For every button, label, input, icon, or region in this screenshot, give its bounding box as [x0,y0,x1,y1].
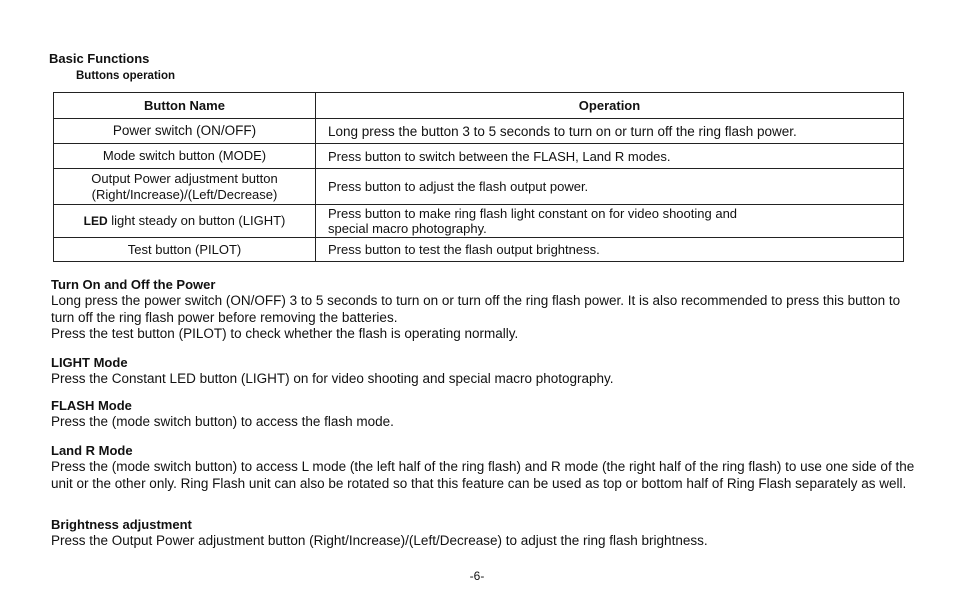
operation-line: Press button to make ring flash light constant on for video shooting and [328,206,738,221]
power-section-title: Turn On and Off the Power [51,277,216,292]
table-row [54,205,904,238]
table-row [54,238,904,262]
button-name-cell: Test button (PILOT) [54,238,316,262]
table-header-row [54,93,904,119]
land-r-mode-section [51,443,921,492]
brightness-section [51,517,921,550]
operation-line: special macro photography. [328,221,487,236]
power-section-text: Long press the power switch (ON/OFF) 3 to 5 seconds to turn on or turn off the ring flash power. It is also recommended to press this button to turn off the ring flash power before removing the batteries. [51,293,901,325]
button-name-cell: Mode switch button (MODE) [54,144,316,169]
button-name-line: (Right/Increase)/(Left/Decrease) [91,186,278,202]
operation-cell [316,205,904,238]
flash-mode-section [51,398,921,431]
table-row [54,169,904,205]
land-r-mode-title: Land R Mode [51,443,133,458]
buttons-table [53,92,904,262]
table-row [54,119,904,144]
land-r-mode-text: Press the (mode switch button) to access L mode (the left half of the ring flash) and R mode (the right half of the ring flash) to use one side of the unit or the other only. Ring Flash unit can also be rotated so that this feature can be used as top or bottom half of Ring Flash separately as well. [51,459,915,491]
operation-cell: Press button to adjust the flash output power. [316,169,904,205]
table-row [54,144,904,169]
light-mode-section [51,355,921,388]
column-header-operation: Operation [316,93,904,119]
subsection-heading: Buttons operation [76,70,176,82]
operation-cell: Press button to test the flash output brightness. [316,238,904,262]
section-heading: Basic Functions [49,51,150,66]
brightness-title: Brightness adjustment [51,517,192,532]
button-name-line: Output Power adjustment button [91,170,278,186]
column-header-button-name: Button Name [54,93,316,119]
flash-mode-title: FLASH Mode [51,398,132,413]
power-section [51,277,921,343]
led-label: LED [83,214,108,228]
light-mode-text: Press the Constant LED button (LIGHT) on for video shooting and special macro photography. [51,371,614,386]
button-name-text: light steady on button (LIGHT) [107,213,286,228]
button-name-cell [54,169,316,205]
operation-cell: Press button to switch between the FLASH, Land R modes. [316,144,904,169]
brightness-text: Press the Output Power adjustment button (Right/Increase)/(Left/Decrease) to adjust the ring flash brightness. [51,533,708,548]
flash-mode-text: Press the (mode switch button) to access the flash mode. [51,414,394,429]
light-mode-title: LIGHT Mode [51,355,128,370]
button-name-cell [54,205,316,238]
power-section-text: Press the test button (PILOT) to check whether the flash is operating normally. [51,326,519,341]
button-name-cell: Power switch (ON/OFF) [54,119,316,144]
page-number: -6- [469,569,485,583]
operation-cell: Long press the button 3 to 5 seconds to turn on or turn off the ring flash power. [316,119,904,144]
